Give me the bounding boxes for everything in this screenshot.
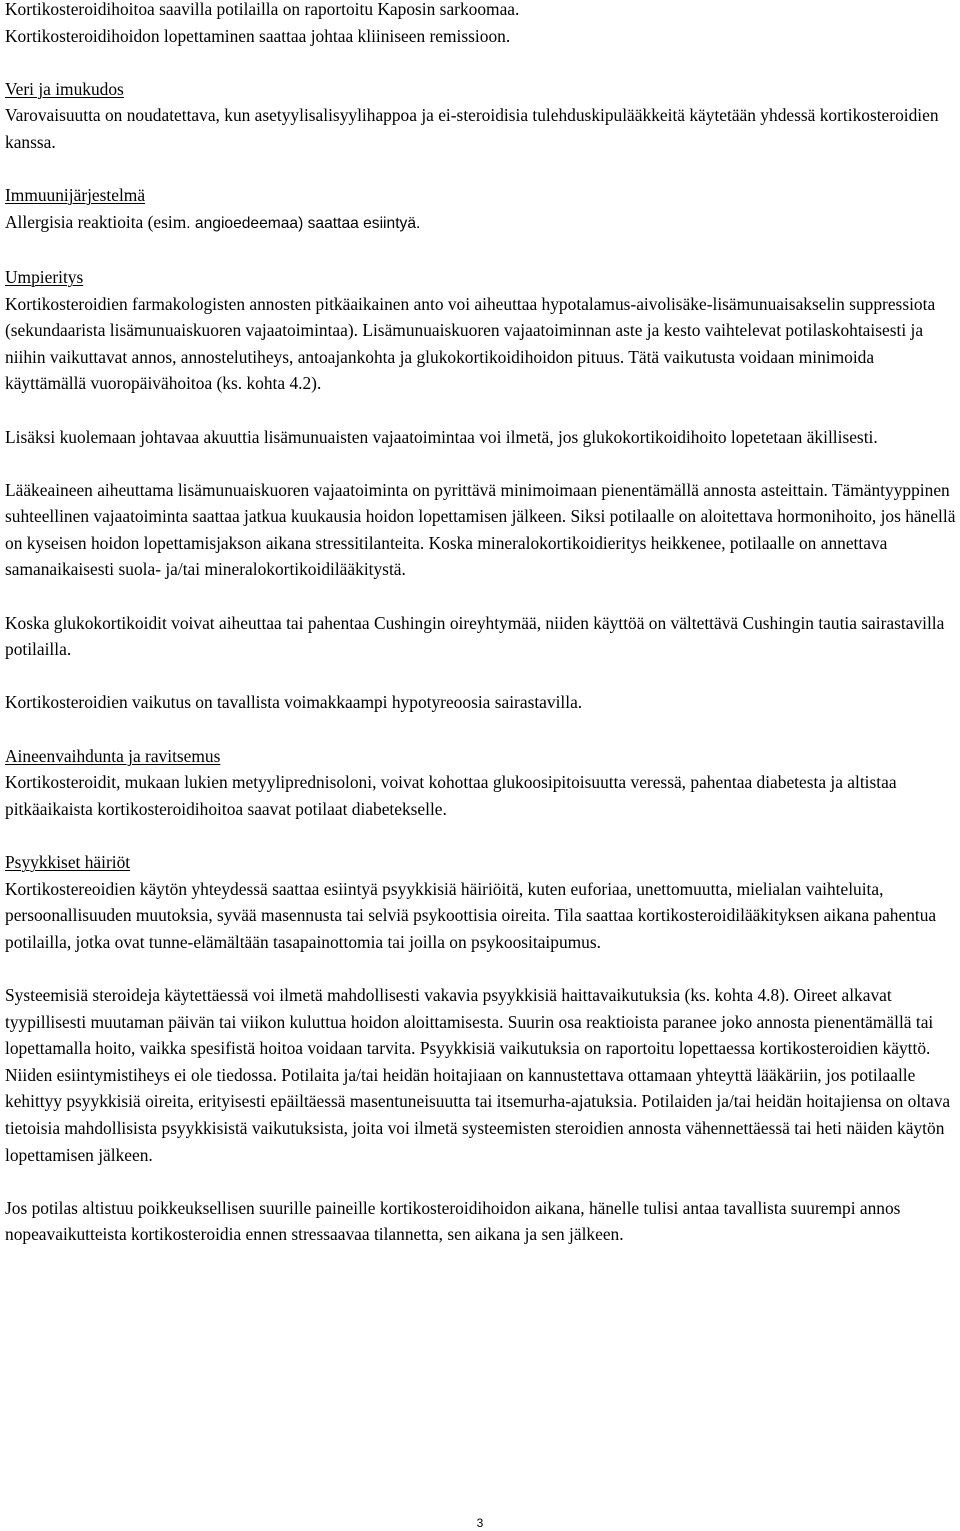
heading-veri-ja-imukudos: Veri ja imukudos (5, 78, 124, 99)
psyykkiset-paragraph-1: Kortikostereoidien käytön yhteydessä saattaa esiintyä psyykkisiä häiriöitä, kuten euforiaa, unettomuutta, mielialan vaihteluita, persoonallisuuden muutoksia, syvää masennusta tai selviä psykoottisia oireita. Tila saattaa kortikosteroidilääkityksen aikana pahentua potilailla, jotka ovat tunne-elämältään tasapainottomia tai joilla on psykoositaipumus. (5, 878, 937, 952)
psyykkiset-paragraph-2: Systeemisiä steroideja käytettäessä voi ilmetä mahdollisesti vakavia psyykkisiä haittavaikutuksia (ks. kohta 4.8). Oireet alkavat tyypillisesti muutaman päivän tai viikon kuluttua hoidon aloittamisesta. Suurin osa reaktioista paranee joko annosta pienentämällä tai lopettamalla hoito, vaikka spesifistä hoitoa voidaan tarvita. Psyykkisiä vaikutuksia on raportoitu lopettaessa kortikosteroidien käyttö. Niiden esiintymistiheys ei ole tiedossa. Potilaita ja/tai heidän hoitajiaan on kannustettava ottamaan yhteyttä lääkäriin, jos potilaalle kehittyy psyykkisiä oireita, erityisesti epäiltäessä masentuneisuutta tai itsemurha-ajatuksia. Potilaiden ja/tai heidän hoitajiensa on oltava tietoisia mahdollisista psyykkisistä vaikutuksista, joita voi ilmetä systeemisten steroidien annosta vähennettäessä tai heti näiden käytön lopettamisen jälkeen. (5, 984, 951, 1165)
umpieritys-paragraph-2: Lisäksi kuolemaan johtavaa akuuttia lisämunuaisten vajaatoimintaa voi ilmetä, jos glukokortikoidihoito lopetetaan äkillisesti. (5, 426, 878, 447)
aineenvaihdunta-text: Kortikosteroidit, mukaan lukien metyyliprednisoloni, voivat kohottaa glukoosipitoisuutta veressä, pahentaa diabetesta ja altistaa pitkäaikaista kortikosteroidihoitoa saavat potilaat diabetekselle. (5, 772, 897, 819)
intro-section (5, 0, 958, 49)
section-psyykkiset-hairiot (5, 849, 958, 955)
document-page (5, 0, 958, 1248)
section-immuunijarjestelma (5, 182, 958, 237)
heading-umpieritys: Umpieritys (5, 266, 84, 287)
page-number: 3 (476, 1516, 484, 1530)
intro-line-1: Kortikosteroidihoitoa saavilla potilailla on raportoitu Kaposin sarkoomaa. (5, 0, 520, 19)
immuuni-text-prefix: Allergisia reaktioita (esim (5, 211, 187, 232)
heading-psyykkiset-hairiot: Psyykkiset häiriöt (5, 852, 131, 872)
umpieritys-paragraph-3: Lääkeaineen aiheuttama lisämunuaiskuoren vajaatoiminta on pyrittävä minimoimaan pienentämällä annosta asteittain. Tämäntyyppinen suhteellinen vajaatoiminta saattaa jatkua kuukausia hoidon lopettamisen jälkeen. Siksi potilaalle on aloitettava hormonihoito, jos hänellä on kyseisen hoidon lopettamisjakson aikana stressitilanteita. Koska mineralokortikoidieritys heikkenee, potilaalle on annettava samanaikaisesti suola- ja/tai mineralokortikoidilääkitystä. (5, 479, 956, 580)
immuuni-text-suffix: . angioedeemaa) saattaa esiintyä. (186, 214, 421, 232)
psyykkiset-paragraph-3: Jos potilas altistuu poikkeuksellisen suurille paineille kortikosteroidihoidon aikana, hänelle tulisi antaa tavallista suurempi annos nopeavaikutteista kortikosteroidia ennen stressaavaa tilannetta, sen aikana ja sen jälkeen. (5, 1197, 901, 1245)
veri-text: Varovaisuutta on noudatettava, kun asetyylisalisyylihappoa ja ei-steroidisia tulehduskipulääkkeitä käytetään yhdessä kortikosteroidien kanssa. (5, 105, 939, 152)
umpieritys-paragraph-5: Kortikosteroidien vaikutus on tavallista voimakkaampi hypotyreoosia sairastavilla. (5, 692, 583, 713)
umpieritys-paragraph-1: Kortikosteroidien farmakologisten annosten pitkäaikainen anto voi aiheuttaa hypotalamus-aivolisäke-lisämunuaisakselin suppressiota (sekundaarista lisämunuaiskuoren vajaatoimintaa). Lisämunuaiskuoren vajaatoiminnan aste ja kesto vaihtelevat potilaskohtaisesti ja niihin vaikuttavat annos, annostelutiheys, antoajankohta ja glukokortikoidihoidon pituus. Tätä vaikutusta voidaan minimoida käyttämällä vuoropäivähoitoa (ks. kohta 4.2). (5, 293, 936, 394)
heading-aineenvaihdunta: Aineenvaihdunta ja ravitsemus (5, 745, 221, 766)
section-umpieritys (5, 264, 958, 397)
section-aineenvaihdunta (5, 743, 958, 823)
heading-immuunijarjestelma: Immuunijärjestelmä (5, 185, 146, 206)
intro-line-2: Kortikosteroidihoidon lopettaminen saattaa johtaa kliiniseen remissioon. (5, 25, 511, 46)
umpieritys-paragraph-4: Koska glukokortikoidit voivat aiheuttaa tai pahentaa Cushingin oireyhtymää, niiden käyttöä on vältettävä Cushingin tautia sairastavilla potilailla. (5, 612, 945, 660)
section-veri-ja-imukudos (5, 76, 958, 156)
immuuni-text (5, 209, 958, 238)
